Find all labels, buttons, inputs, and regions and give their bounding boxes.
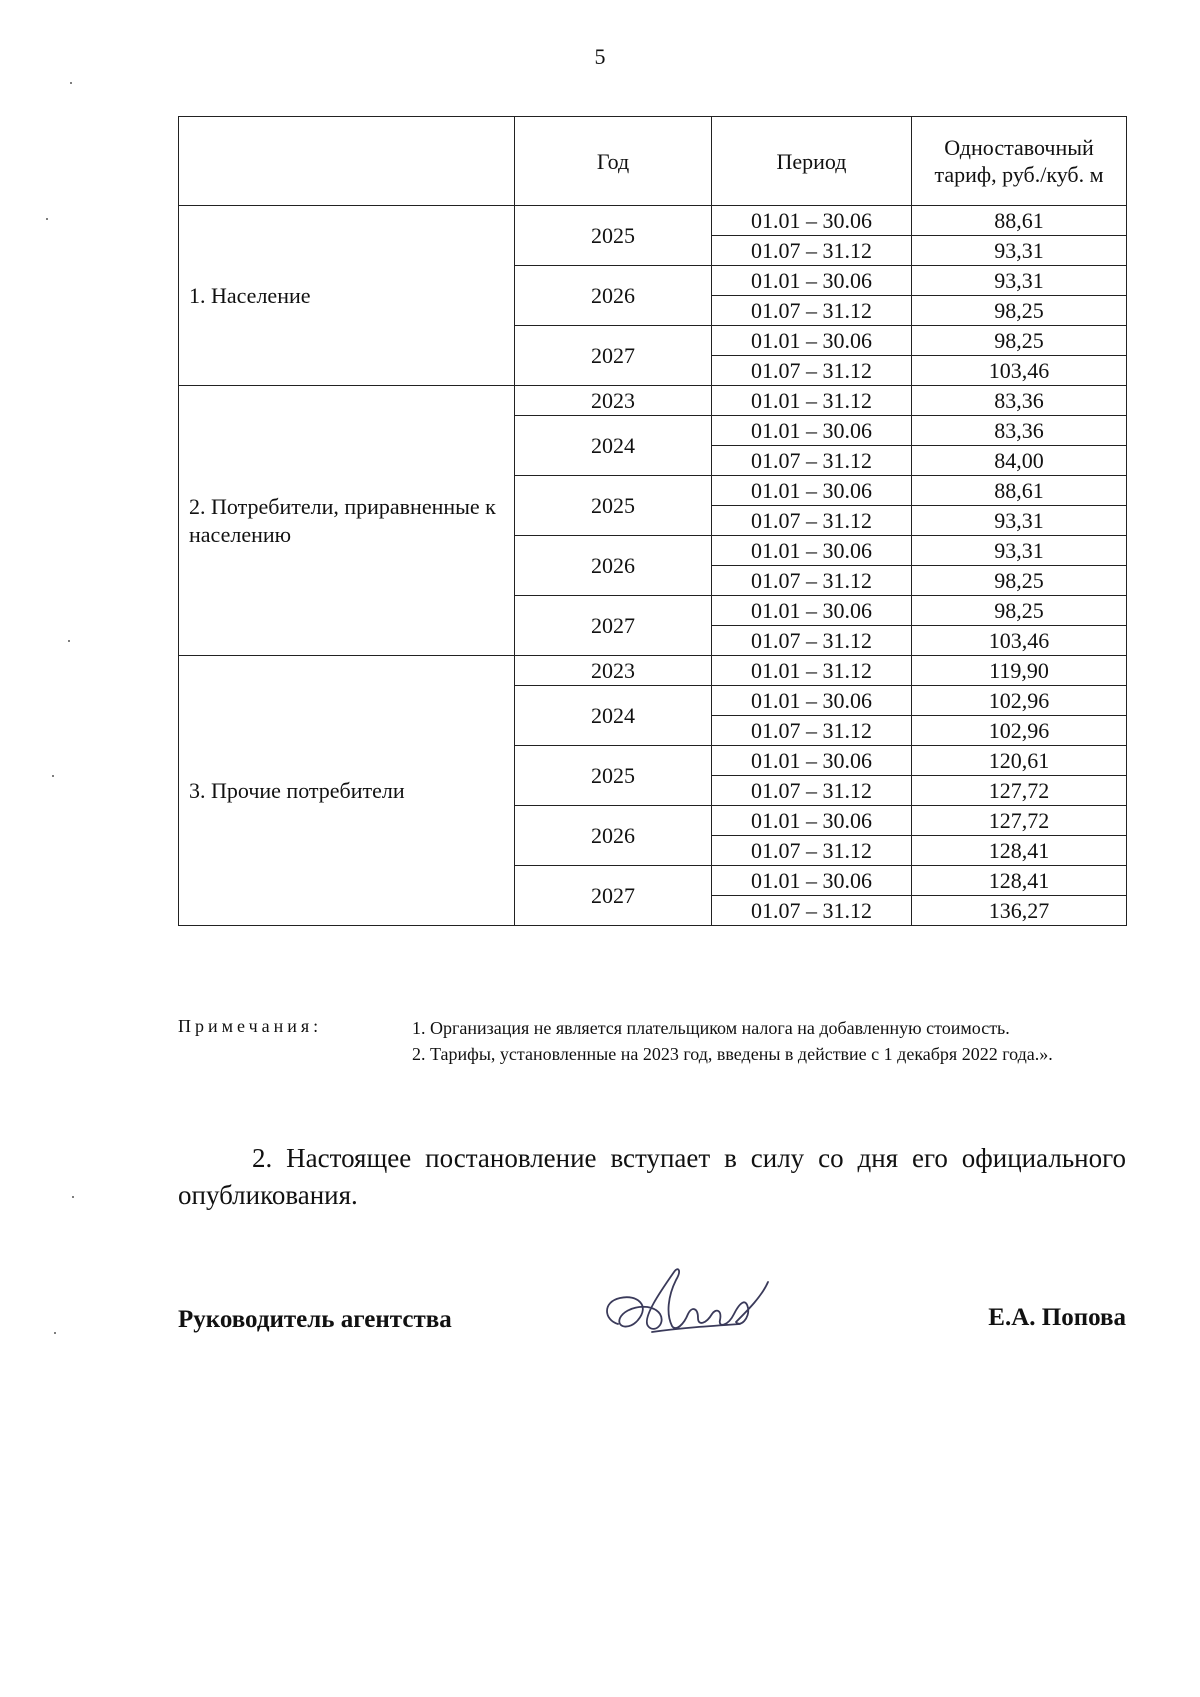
tariff-value-cell: 93,31	[912, 506, 1127, 536]
tariff-value-cell: 83,36	[912, 416, 1127, 446]
year-cell: 2026	[515, 266, 712, 326]
period-cell: 01.01 – 30.06	[712, 686, 912, 716]
tariff-value-cell: 98,25	[912, 296, 1127, 326]
period-cell: 01.07 – 31.12	[712, 716, 912, 746]
header-year: Год	[515, 117, 712, 206]
year-cell: 2026	[515, 536, 712, 596]
period-cell: 01.07 – 31.12	[712, 566, 912, 596]
period-cell: 01.07 – 31.12	[712, 356, 912, 386]
tariff-value-cell: 103,46	[912, 626, 1127, 656]
year-cell: 2027	[515, 326, 712, 386]
table-header-row	[179, 117, 1127, 206]
clause-effective-date: 2. Настоящее постановление вступает в силу со дня его официального опубликования.	[178, 1143, 1126, 1210]
year-cell: 2025	[515, 206, 712, 266]
year-cell: 2023	[515, 386, 712, 416]
tariff-value-cell: 102,96	[912, 716, 1127, 746]
year-cell: 2024	[515, 686, 712, 746]
tariff-value-cell: 83,36	[912, 386, 1127, 416]
tariff-value-cell: 98,25	[912, 596, 1127, 626]
period-cell: 01.01 – 30.06	[712, 536, 912, 566]
period-cell: 01.07 – 31.12	[712, 236, 912, 266]
tariff-value-cell: 98,25	[912, 326, 1127, 356]
period-cell: 01.01 – 31.12	[712, 656, 912, 686]
tariff-value-cell: 102,96	[912, 686, 1127, 716]
tariff-value-cell: 119,90	[912, 656, 1127, 686]
tariff-value-cell: 88,61	[912, 476, 1127, 506]
scan-speck	[70, 82, 72, 84]
consumer-group-cell: 1. Население	[179, 206, 515, 386]
header-tariff	[912, 117, 1127, 206]
period-cell: 01.01 – 31.12	[712, 386, 912, 416]
year-cell: 2027	[515, 866, 712, 926]
tariff-value-cell: 120,61	[912, 746, 1127, 776]
period-cell: 01.01 – 30.06	[712, 806, 912, 836]
period-cell: 01.01 – 30.06	[712, 326, 912, 356]
year-cell: 2023	[515, 656, 712, 686]
scan-speck	[52, 775, 54, 777]
period-cell: 01.07 – 31.12	[712, 836, 912, 866]
year-cell: 2025	[515, 476, 712, 536]
tariff-table	[178, 116, 1127, 926]
tariff-value-cell: 103,46	[912, 356, 1127, 386]
tariff-table-body	[179, 206, 1127, 926]
period-cell: 01.07 – 31.12	[712, 506, 912, 536]
year-cell: 2025	[515, 746, 712, 806]
signatory-name: Е.А. Попова	[988, 1304, 1126, 1331]
header-group	[179, 117, 515, 206]
consumer-group-cell: 3. Прочие потребители	[179, 656, 515, 926]
handwritten-signature	[590, 1262, 790, 1352]
period-cell: 01.07 – 31.12	[712, 446, 912, 476]
tariff-value-cell: 84,00	[912, 446, 1127, 476]
header-tariff-text: Одноставочный тариф, руб./куб. м	[934, 135, 1104, 187]
scan-speck	[46, 218, 48, 220]
tariff-value-cell: 93,31	[912, 266, 1127, 296]
notes-label: Примечания:	[178, 1016, 323, 1036]
period-cell: 01.07 – 31.12	[712, 626, 912, 656]
note-item: 2. Тарифы, установленные на 2023 год, введены в действие с 1 декабря 2022 года.».	[412, 1044, 1053, 1064]
period-cell: 01.01 – 30.06	[712, 266, 912, 296]
tariff-value-cell: 93,31	[912, 236, 1127, 266]
year-cell: 2024	[515, 416, 712, 476]
table-row	[179, 656, 1127, 686]
tariff-value-cell: 136,27	[912, 896, 1127, 926]
period-cell: 01.01 – 30.06	[712, 866, 912, 896]
period-cell: 01.01 – 30.06	[712, 206, 912, 236]
tariff-value-cell: 127,72	[912, 806, 1127, 836]
consumer-group-cell: 2. Потребители, приравненные к населению	[179, 386, 515, 656]
period-cell: 01.01 – 30.06	[712, 416, 912, 446]
year-cell: 2027	[515, 596, 712, 656]
table-row	[179, 386, 1127, 416]
tariff-value-cell: 127,72	[912, 776, 1127, 806]
scan-speck	[54, 1332, 56, 1334]
note-item: 1. Организация не является плательщиком налога на добавленную стоимость.	[412, 1018, 1010, 1038]
tariff-value-cell: 128,41	[912, 836, 1127, 866]
tariff-value-cell: 88,61	[912, 206, 1127, 236]
notes-list	[412, 1016, 1126, 1068]
period-cell: 01.01 – 30.06	[712, 476, 912, 506]
period-cell: 01.07 – 31.12	[712, 896, 912, 926]
period-cell: 01.07 – 31.12	[712, 296, 912, 326]
page-number: 5	[594, 44, 606, 69]
year-cell: 2026	[515, 806, 712, 866]
period-cell: 01.07 – 31.12	[712, 776, 912, 806]
tariff-value-cell: 93,31	[912, 536, 1127, 566]
scan-speck	[68, 640, 70, 642]
scan-speck	[72, 1196, 74, 1198]
period-cell: 01.01 – 30.06	[712, 746, 912, 776]
tariff-value-cell: 128,41	[912, 866, 1127, 896]
tariff-value-cell: 98,25	[912, 566, 1127, 596]
header-period: Период	[712, 117, 912, 206]
table-row	[179, 206, 1127, 236]
period-cell: 01.01 – 30.06	[712, 596, 912, 626]
signatory-title: Руководитель агентства	[178, 1306, 452, 1333]
